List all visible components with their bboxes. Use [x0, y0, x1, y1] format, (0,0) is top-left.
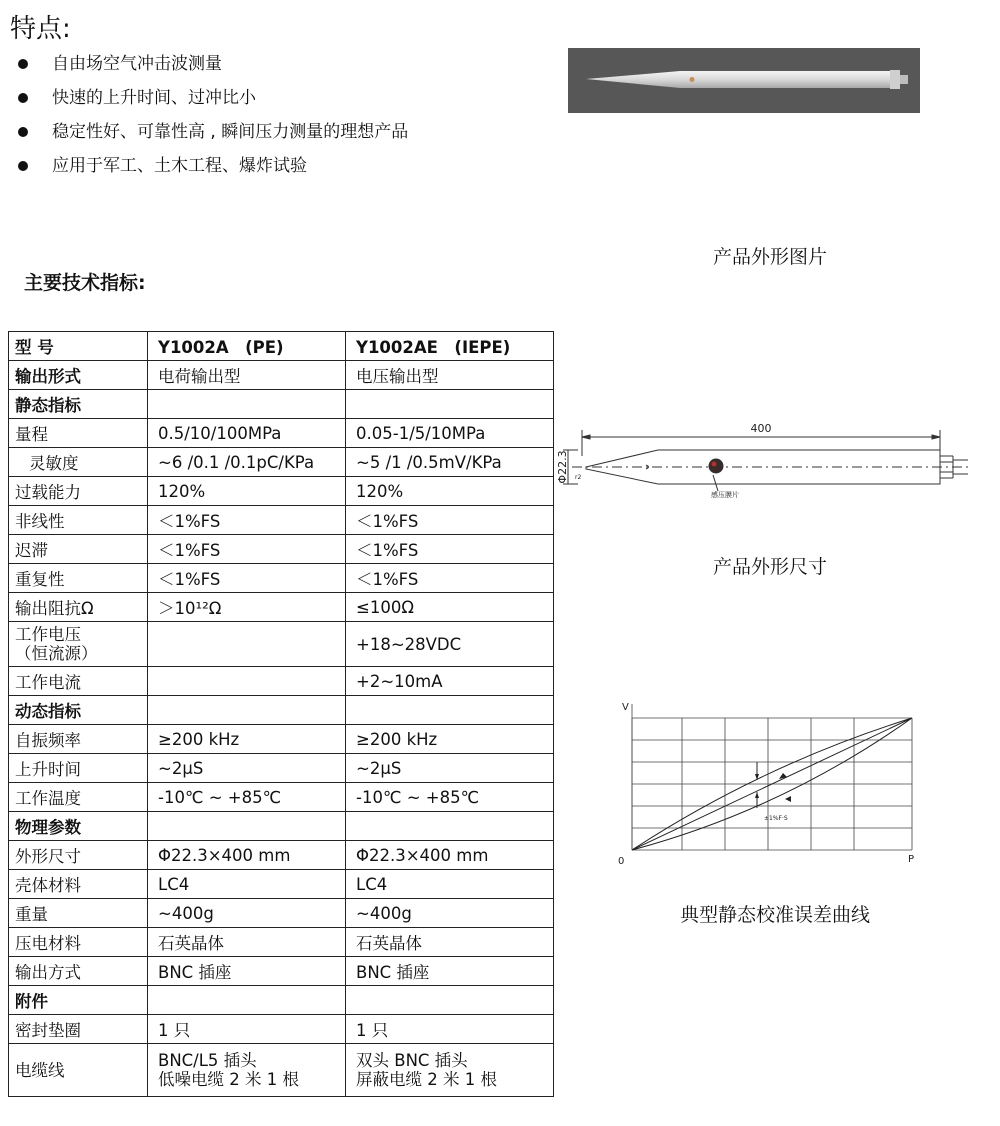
spec-cell — [148, 419, 346, 448]
spec-cell — [346, 332, 554, 361]
cell-text: LC4 — [356, 874, 388, 894]
cell-text: 重复性 — [15, 570, 65, 589]
spec-cell — [148, 870, 346, 899]
cell-text: ~2μS — [158, 758, 204, 778]
feature-item — [18, 152, 408, 186]
feature-text: 稳定性好、可靠性高 , 瞬间压力测量的理想产品 — [52, 122, 409, 142]
cell-text: 量程 — [15, 425, 48, 444]
cell-text: ＜1%FS — [158, 541, 221, 560]
cell-text: Y1002A (PE) — [158, 338, 284, 357]
origin-label: 0 — [618, 856, 625, 867]
cell-text: ≥200 kHz — [356, 729, 438, 749]
spec-cell — [9, 899, 148, 928]
cell-text: 壳体材料 — [15, 876, 81, 895]
spec-row — [9, 564, 554, 593]
cell-text: 灵敏度 — [29, 454, 79, 473]
spec-row — [9, 593, 554, 622]
cell-text: 非线性 — [15, 512, 65, 531]
cell-text: 自振频率 — [15, 731, 81, 750]
spec-heading: 主要技术指标: — [24, 272, 146, 294]
spec-row — [9, 841, 554, 870]
spec-cell — [346, 957, 554, 986]
spec-row — [9, 870, 554, 899]
y-axis-label: V — [622, 702, 629, 713]
calibration-curve-drawing — [612, 700, 932, 870]
cell-text: ＜1%FS — [158, 512, 221, 531]
spec-cell — [346, 535, 554, 564]
cell-text: +2~10mA — [356, 671, 443, 691]
x-axis-label: P — [908, 854, 915, 865]
spec-cell — [346, 448, 554, 477]
cell-text: 电压输出型 — [356, 367, 439, 386]
cell-text: 物理参数 — [15, 818, 81, 837]
cell-text: 上升时间 — [15, 760, 81, 779]
spec-cell — [9, 725, 148, 754]
spec-cell — [148, 928, 346, 957]
cell-text: 工作电压 — [15, 625, 81, 644]
bullet-icon — [18, 93, 28, 103]
feature-text: 应用于军工、土木工程、爆炸试验 — [52, 156, 307, 176]
spec-cell — [9, 754, 148, 783]
cell-text: ＜1%FS — [158, 570, 221, 589]
spec-cell — [148, 564, 346, 593]
spec-cell — [9, 622, 148, 667]
spec-cell — [148, 725, 346, 754]
cell-text: 0.05-1/5/10MPa — [356, 423, 486, 443]
spec-cell — [9, 477, 148, 506]
spec-cell — [346, 783, 554, 812]
spec-row — [9, 477, 554, 506]
cell-text: 120% — [158, 481, 206, 501]
spec-cell — [148, 696, 346, 725]
spec-row — [9, 754, 554, 783]
spec-cell — [148, 957, 346, 986]
spec-row — [9, 1015, 554, 1044]
feature-item — [18, 84, 408, 118]
spec-cell — [148, 841, 346, 870]
cell-text: 0.5/10/100MPa — [158, 423, 282, 443]
spec-cell — [148, 1044, 346, 1097]
spec-row — [9, 986, 554, 1015]
cell-text: ~400g — [356, 903, 412, 923]
bullet-icon — [18, 59, 28, 69]
dimension-caption: 产品外形尺寸 — [712, 556, 827, 578]
cell-text: 动态指标 — [15, 702, 81, 721]
cell-text: ≤100Ω — [356, 597, 414, 617]
spec-cell — [9, 390, 148, 419]
cell-text: -10℃ ~ +85℃ — [158, 787, 282, 807]
spec-row — [9, 899, 554, 928]
curve-caption: 典型静态校准误差曲线 — [679, 904, 870, 926]
spec-cell — [9, 1044, 148, 1097]
spec-table — [8, 331, 554, 1097]
cell-text: 石英晶体 — [356, 934, 422, 953]
cell-text: Y1002AE (IEPE) — [356, 338, 511, 357]
spec-cell — [9, 448, 148, 477]
spec-cell — [346, 1015, 554, 1044]
cell-text: Φ22.3×400 mm — [356, 845, 489, 865]
spec-cell — [346, 841, 554, 870]
spec-cell — [148, 361, 346, 390]
length-label: 400 — [750, 422, 772, 435]
diameter-label: Φ22.3 — [556, 450, 569, 484]
spec-cell — [9, 986, 148, 1015]
feature-item — [18, 118, 408, 152]
features-title: 特点: — [10, 14, 71, 44]
cell-text: 外形尺寸 — [15, 847, 81, 866]
sensor-photo-illustration — [568, 48, 920, 113]
cell-text: ＜1%FS — [356, 570, 419, 589]
spec-cell — [148, 506, 346, 535]
spec-cell — [346, 696, 554, 725]
cell-text: 电荷输出型 — [158, 367, 241, 386]
error-band-label: ±1%F·S — [764, 815, 788, 822]
spec-row — [9, 812, 554, 841]
spec-cell — [9, 361, 148, 390]
spec-row — [9, 419, 554, 448]
sensor-label: 感压膜片 — [711, 491, 739, 499]
cell-text: ＜1%FS — [356, 541, 419, 560]
spec-row — [9, 332, 554, 361]
cell-text: 迟滞 — [15, 541, 48, 560]
bullet-icon — [18, 161, 28, 171]
spec-cell — [346, 1044, 554, 1097]
spec-cell — [346, 870, 554, 899]
spec-cell — [9, 841, 148, 870]
spec-cell — [148, 812, 346, 841]
cell-text: 120% — [356, 481, 404, 501]
spec-row — [9, 535, 554, 564]
spec-cell — [346, 506, 554, 535]
spec-cell — [148, 899, 346, 928]
spec-row — [9, 506, 554, 535]
spec-cell — [9, 667, 148, 696]
spec-row — [9, 783, 554, 812]
cell-text: ~400g — [158, 903, 214, 923]
spec-cell — [9, 506, 148, 535]
cell-text: 石英晶体 — [158, 934, 224, 953]
spec-row — [9, 1044, 554, 1097]
spec-cell — [9, 535, 148, 564]
spec-cell — [346, 754, 554, 783]
spec-cell — [9, 812, 148, 841]
spec-row — [9, 928, 554, 957]
cell-text: ~6 /0.1 /0.1pC/KPa — [158, 452, 315, 472]
product-photo — [568, 48, 920, 113]
spec-cell — [9, 419, 148, 448]
cell-text: +18~28VDC — [356, 634, 462, 654]
spec-cell — [148, 1015, 346, 1044]
spec-row — [9, 622, 554, 667]
spec-cell — [148, 593, 346, 622]
spec-row — [9, 957, 554, 986]
spec-cell — [346, 593, 554, 622]
spec-cell — [9, 928, 148, 957]
cell-text: 密封垫圈 — [15, 1021, 81, 1040]
spec-cell — [9, 783, 148, 812]
spec-row — [9, 667, 554, 696]
spec-cell — [346, 419, 554, 448]
spec-row — [9, 390, 554, 419]
cell-text: BNC 插座 — [356, 963, 430, 982]
cell-text: 静态指标 — [15, 396, 81, 415]
dimension-drawing — [548, 420, 968, 510]
spec-cell — [9, 696, 148, 725]
cell-text: 型 号 — [15, 338, 54, 357]
cell-text: LC4 — [158, 874, 190, 894]
spec-cell — [148, 477, 346, 506]
spec-cell — [346, 667, 554, 696]
spec-cell — [148, 535, 346, 564]
cell-text: 输出方式 — [15, 963, 81, 982]
cell-text: 1 只 — [356, 1021, 389, 1040]
spec-cell — [148, 754, 346, 783]
spec-cell — [346, 477, 554, 506]
spec-cell — [346, 390, 554, 419]
cell-text: -10℃ ~ +85℃ — [356, 787, 480, 807]
cell-text: 过载能力 — [15, 483, 81, 502]
spec-cell — [148, 986, 346, 1015]
cell-text: 工作电流 — [15, 673, 81, 692]
spec-cell — [346, 725, 554, 754]
spec-row — [9, 448, 554, 477]
tip-radius-label: r2 — [575, 474, 582, 481]
bullet-icon — [18, 127, 28, 137]
cell-text: 附件 — [15, 992, 48, 1011]
spec-cell — [148, 448, 346, 477]
spec-row — [9, 725, 554, 754]
cell-text: Φ22.3×400 mm — [158, 845, 291, 865]
spec-cell — [148, 390, 346, 419]
cell-text: 双头 BNC 插头 — [356, 1051, 468, 1070]
spec-cell — [148, 667, 346, 696]
spec-cell — [9, 564, 148, 593]
cell-text: 1 只 — [158, 1021, 191, 1040]
spec-cell — [346, 899, 554, 928]
spec-cell — [148, 783, 346, 812]
cell-text: 输出形式 — [15, 367, 81, 386]
spec-cell — [148, 332, 346, 361]
cell-text-line2: 低噪电缆 2 米 1 根 — [158, 1070, 299, 1089]
cell-text: ≥200 kHz — [158, 729, 240, 749]
cell-text: ＜1%FS — [356, 512, 419, 531]
spec-cell — [148, 622, 346, 667]
spec-cell — [9, 957, 148, 986]
cell-text: 压电材料 — [15, 934, 81, 953]
spec-cell — [9, 1015, 148, 1044]
cell-text: ~2μS — [356, 758, 402, 778]
feature-text: 快速的上升时间、过冲比小 — [52, 88, 256, 108]
cell-text: BNC/L5 插头 — [158, 1051, 257, 1070]
spec-cell — [346, 622, 554, 667]
cell-text: ~5 /1 /0.5mV/KPa — [356, 452, 502, 472]
cell-text-line2: 屏蔽电缆 2 米 1 根 — [356, 1070, 497, 1089]
cell-text: BNC 插座 — [158, 963, 232, 982]
photo-caption: 产品外形图片 — [712, 246, 827, 268]
spec-cell — [346, 361, 554, 390]
spec-cell — [346, 928, 554, 957]
cell-text-line2: （恒流源） — [15, 644, 98, 663]
cell-text: 重量 — [15, 905, 48, 924]
spec-cell — [9, 870, 148, 899]
spec-cell — [346, 812, 554, 841]
features-list — [18, 50, 408, 186]
spec-row — [9, 361, 554, 390]
spec-cell — [9, 332, 148, 361]
cell-text: 输出阻抗Ω — [15, 599, 94, 618]
cell-text: ＞10¹²Ω — [158, 599, 222, 618]
cell-text: 工作温度 — [15, 789, 81, 808]
feature-item — [18, 50, 408, 84]
feature-text: 自由场空气冲击波测量 — [52, 54, 222, 74]
spec-cell — [346, 986, 554, 1015]
spec-cell — [9, 593, 148, 622]
cell-text: 电缆线 — [15, 1060, 65, 1080]
spec-cell — [346, 564, 554, 593]
spec-row — [9, 696, 554, 725]
